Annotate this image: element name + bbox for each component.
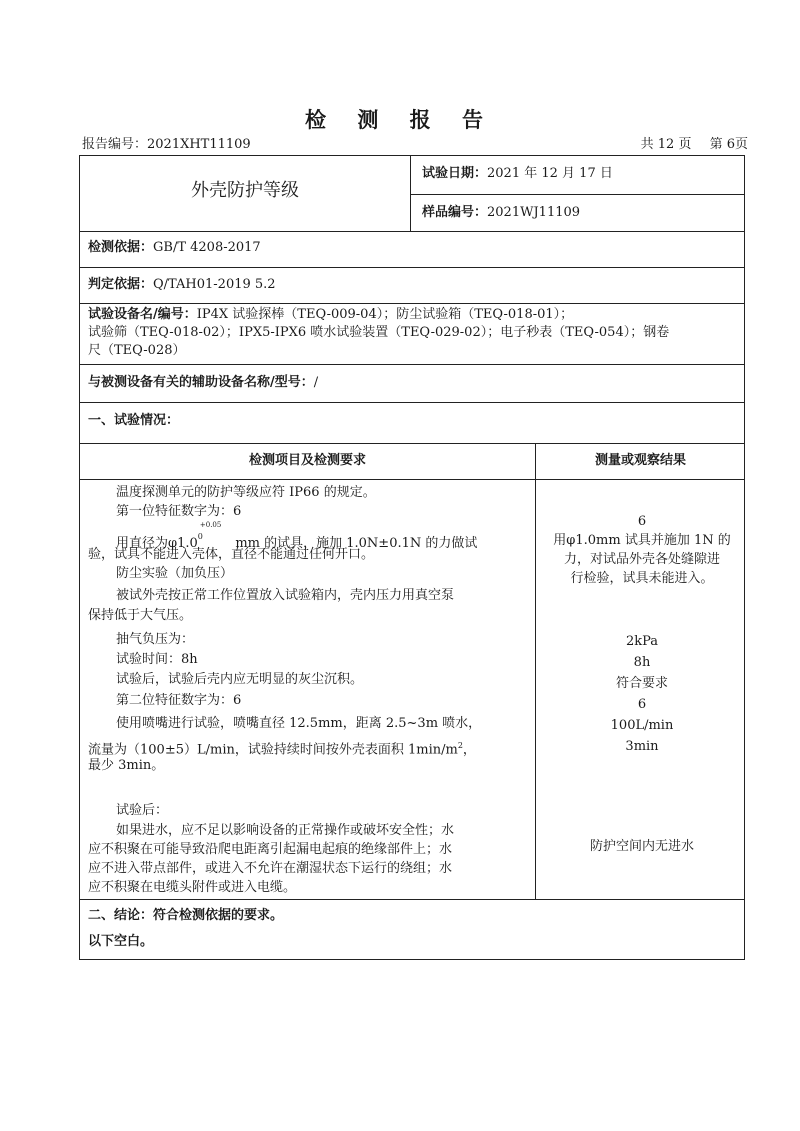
judgement-basis: [88, 276, 276, 294]
tolerance-low: 0: [197, 532, 203, 541]
req-line: 应不进入带点部件，或进入不允许在潮湿状态下运行的绕组；水: [88, 861, 453, 876]
result-line: 防护空间内无进水: [589, 839, 694, 854]
result-line: 行检验，试具未能进入。: [570, 571, 714, 586]
row-line-4: [80, 364, 744, 365]
row-line-3: [80, 303, 744, 304]
equipment: [88, 306, 738, 360]
result-line: 符合要求: [615, 676, 668, 691]
result-line: 3min: [625, 739, 659, 754]
result-line: 100L/min: [610, 718, 674, 733]
judgement-value: Q/TAH01-2019 5.2: [153, 277, 276, 292]
row-line-5: [80, 402, 744, 403]
req-line: 应不积聚在电缆头附件或进入电缆。: [88, 880, 297, 895]
header-mid-line: [410, 194, 744, 195]
req-line: 防尘实验（加负压）: [116, 566, 234, 581]
req-line: 温度探测单元的防护等级应符 IP66 的规定。: [116, 485, 376, 500]
row-line-7: [80, 479, 744, 480]
req-text: ，: [462, 742, 476, 758]
basis-value: GB/T 4208-2017: [153, 240, 261, 255]
equipment-line-3: 尺（TEQ-028）: [88, 343, 186, 358]
sample-number: [422, 204, 580, 222]
req-text: 流量为（100±5）L/min，试验持续时间按外壳表面积 1min/m: [88, 742, 458, 758]
superscript: 2: [457, 741, 463, 750]
test-basis: [88, 239, 261, 257]
req-line: 验，试具不能进入壳体，直径不能通过任何开口。: [88, 547, 375, 562]
req-line: 第一位特征数字为：6: [116, 504, 242, 519]
req-text: 用直径为φ1.0: [116, 536, 198, 551]
req-line: 试验时间：8h: [116, 652, 198, 667]
test-date: [422, 165, 613, 183]
result-line: 用φ1.0mm 试具并施加 1N 的: [553, 533, 731, 548]
result-line: 8h: [633, 655, 651, 670]
req-line: 保持低于大气压。: [88, 608, 193, 623]
pages-total: 共 12 页: [640, 137, 692, 152]
equipment-line-1: IP4X 试验探棒（TEQ-009-04）；防尘试验箱（TEQ-018-01）；: [196, 307, 574, 322]
page-current: 第 6页: [709, 137, 748, 152]
judgement-label: 判定依据：: [88, 277, 154, 292]
req-line: 最少 3min。: [88, 758, 165, 773]
section-test-conditions: 一、试验情况：: [88, 413, 180, 428]
req-line: 使用喷嘴进行试验，喷嘴直径 12.5mm，距离 2.5~3m 喷水，: [116, 716, 482, 731]
report-number: 报告编号：2021XHT11109: [82, 137, 251, 152]
result-line: 2kPa: [625, 634, 659, 649]
sample-no-label: 样品编号：: [422, 205, 488, 220]
aux-label: 与被测设备有关的辅助设备名称/型号：: [88, 375, 314, 390]
row-line-8: [80, 899, 744, 900]
equipment-label: 试验设备名/编号：: [88, 307, 197, 322]
row-line-1: [80, 231, 744, 232]
aux-value: /: [313, 375, 319, 390]
tolerance-high: +0.05: [199, 521, 222, 529]
report-table: [79, 155, 745, 960]
document-title: 检 测 报 告: [305, 108, 495, 132]
req-line: 应不积聚在可能导致沿爬电距离引起漏电起痕的绝缘部件上；水: [88, 842, 453, 857]
column-header-result: 测量或观察结果: [594, 453, 686, 468]
row-line-6: [80, 443, 744, 444]
req-line: 试验后：: [116, 803, 169, 818]
result-line: 力，对试品外壳各处缝隙进: [563, 552, 720, 567]
req-line: 第二位特征数字为：6: [116, 693, 242, 708]
basis-label: 检测依据：: [88, 240, 154, 255]
test-date-label: 试验日期：: [422, 166, 488, 181]
sample-no-value: 2021WJ11109: [487, 205, 581, 220]
req-line: 被试外壳按正常工作位置放入试验箱内，壳内压力用真空泵: [116, 588, 455, 603]
page-indicator: [627, 133, 748, 152]
req-line: 试验后，试验后壳内应无明显的灰尘沉积。: [116, 672, 364, 687]
blank-below-note: 以下空白。: [88, 934, 154, 949]
req-line: 抽气负压为：: [116, 632, 195, 647]
row-line-2: [80, 267, 744, 268]
aux-equipment: [88, 374, 318, 392]
conclusion: 二、结论：符合检测依据的要求。: [88, 908, 284, 923]
equipment-line-2: 试验筛（TEQ-018-02）；IPX5-IPX6 喷水试验装置（TEQ-029-02）；电子秒表（TEQ-054）；钢卷: [88, 325, 670, 340]
test-date-value: 2021 年 12 月 17 日: [487, 166, 613, 181]
result-line: 6: [637, 514, 647, 529]
req-line: 如果进水，应不足以影响设备的正常操作或破坏安全性；水: [116, 823, 455, 838]
result-line: 6: [637, 697, 647, 712]
req-text: mm 的试具，施加 1.0N±0.1N 的力做试: [235, 536, 478, 551]
item-name: 外壳防护等级: [191, 180, 299, 201]
column-header-item: 检测项目及检测要求: [248, 453, 366, 468]
